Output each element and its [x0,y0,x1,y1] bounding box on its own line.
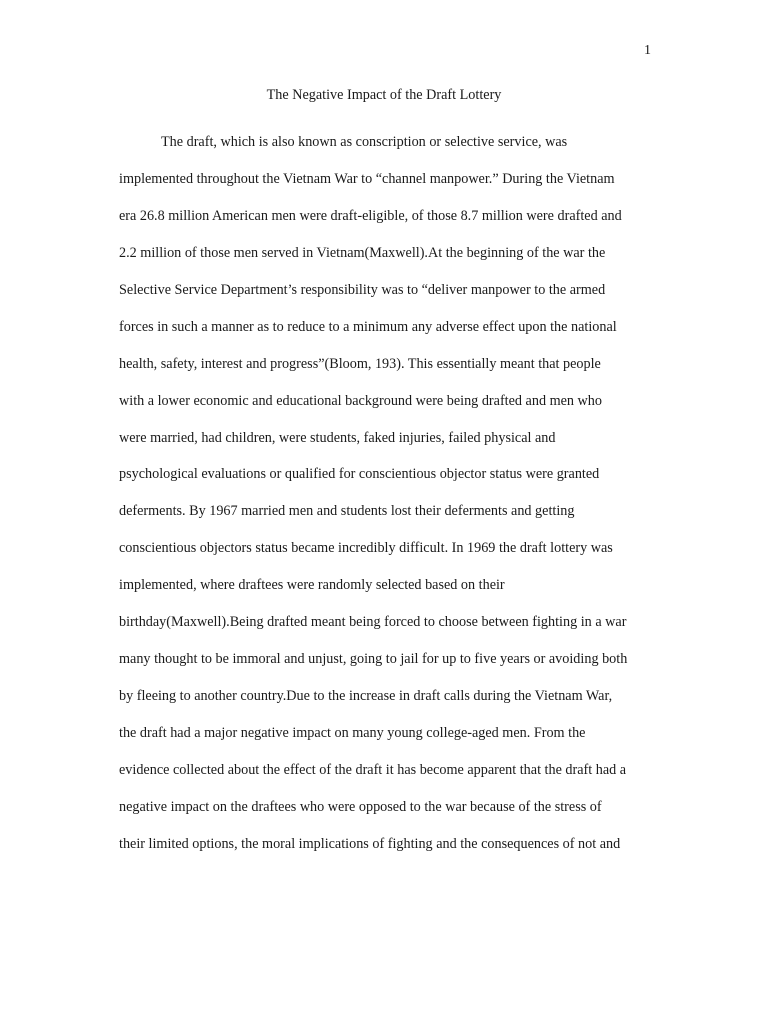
body-paragraph [119,133,659,872]
paragraph-line: negative impact on the draftees who were opposed to the war because of the stress of [119,798,602,815]
paragraph-line: psychological evaluations or qualified for conscientious objector status were granted [119,466,600,483]
paragraph-line: forces in such a manner as to reduce to a minimum any adverse effect upon the national [119,318,617,335]
paragraph-line: birthday(Maxwell).Being drafted meant being forced to choose between fighting in a war [119,614,627,631]
paragraph-line: era 26.8 million American men were draft-eligible, of those 8.7 million were drafted and [119,207,622,224]
paragraph-line: evidence collected about the effect of the draft it has become apparent that the draft had a [119,761,627,778]
paragraph-line: by fleeing to another country.Due to the increase in draft calls during the Vietnam War, [119,688,613,705]
paragraph-line: Selective Service Department’s responsibility was to “deliver manpower to the armed [119,281,606,298]
paragraph-line: their limited options, the moral implications of fighting and the consequences of not and [119,835,621,852]
paragraph-line: many thought to be immoral and unjust, going to jail for up to five years or avoiding both [119,651,628,668]
document-title: The Negative Impact of the Draft Lottery [266,87,502,103]
paragraph-line: deferments. By 1967 married men and students lost their deferments and getting [119,503,575,520]
paragraph-line: conscientious objectors status became incredibly difficult. In 1969 the draft lottery was [119,540,613,557]
paragraph-line: The draft, which is also known as conscription or selective service, was [161,134,568,150]
paragraph-line: 2.2 million of those men served in Vietnam(Maxwell).At the beginning of the war the [119,244,606,261]
paragraph-line: with a lower economic and educational background were being drafted and men who [119,392,602,409]
paragraph-line: the draft had a major negative impact on many young college-aged men. From the [119,725,586,741]
page-number: 1 [644,43,651,58]
paragraph-line: health, safety, interest and progress”(Bloom, 193). This essentially meant that people [119,355,601,372]
paragraph-line: were married, had children, were students, faked injuries, failed physical and [119,429,556,446]
paragraph-line: implemented throughout the Vietnam War to “channel manpower.” During the Vietnam [119,170,615,187]
paragraph-line: implemented, where draftees were randomly selected based on their [119,577,505,594]
